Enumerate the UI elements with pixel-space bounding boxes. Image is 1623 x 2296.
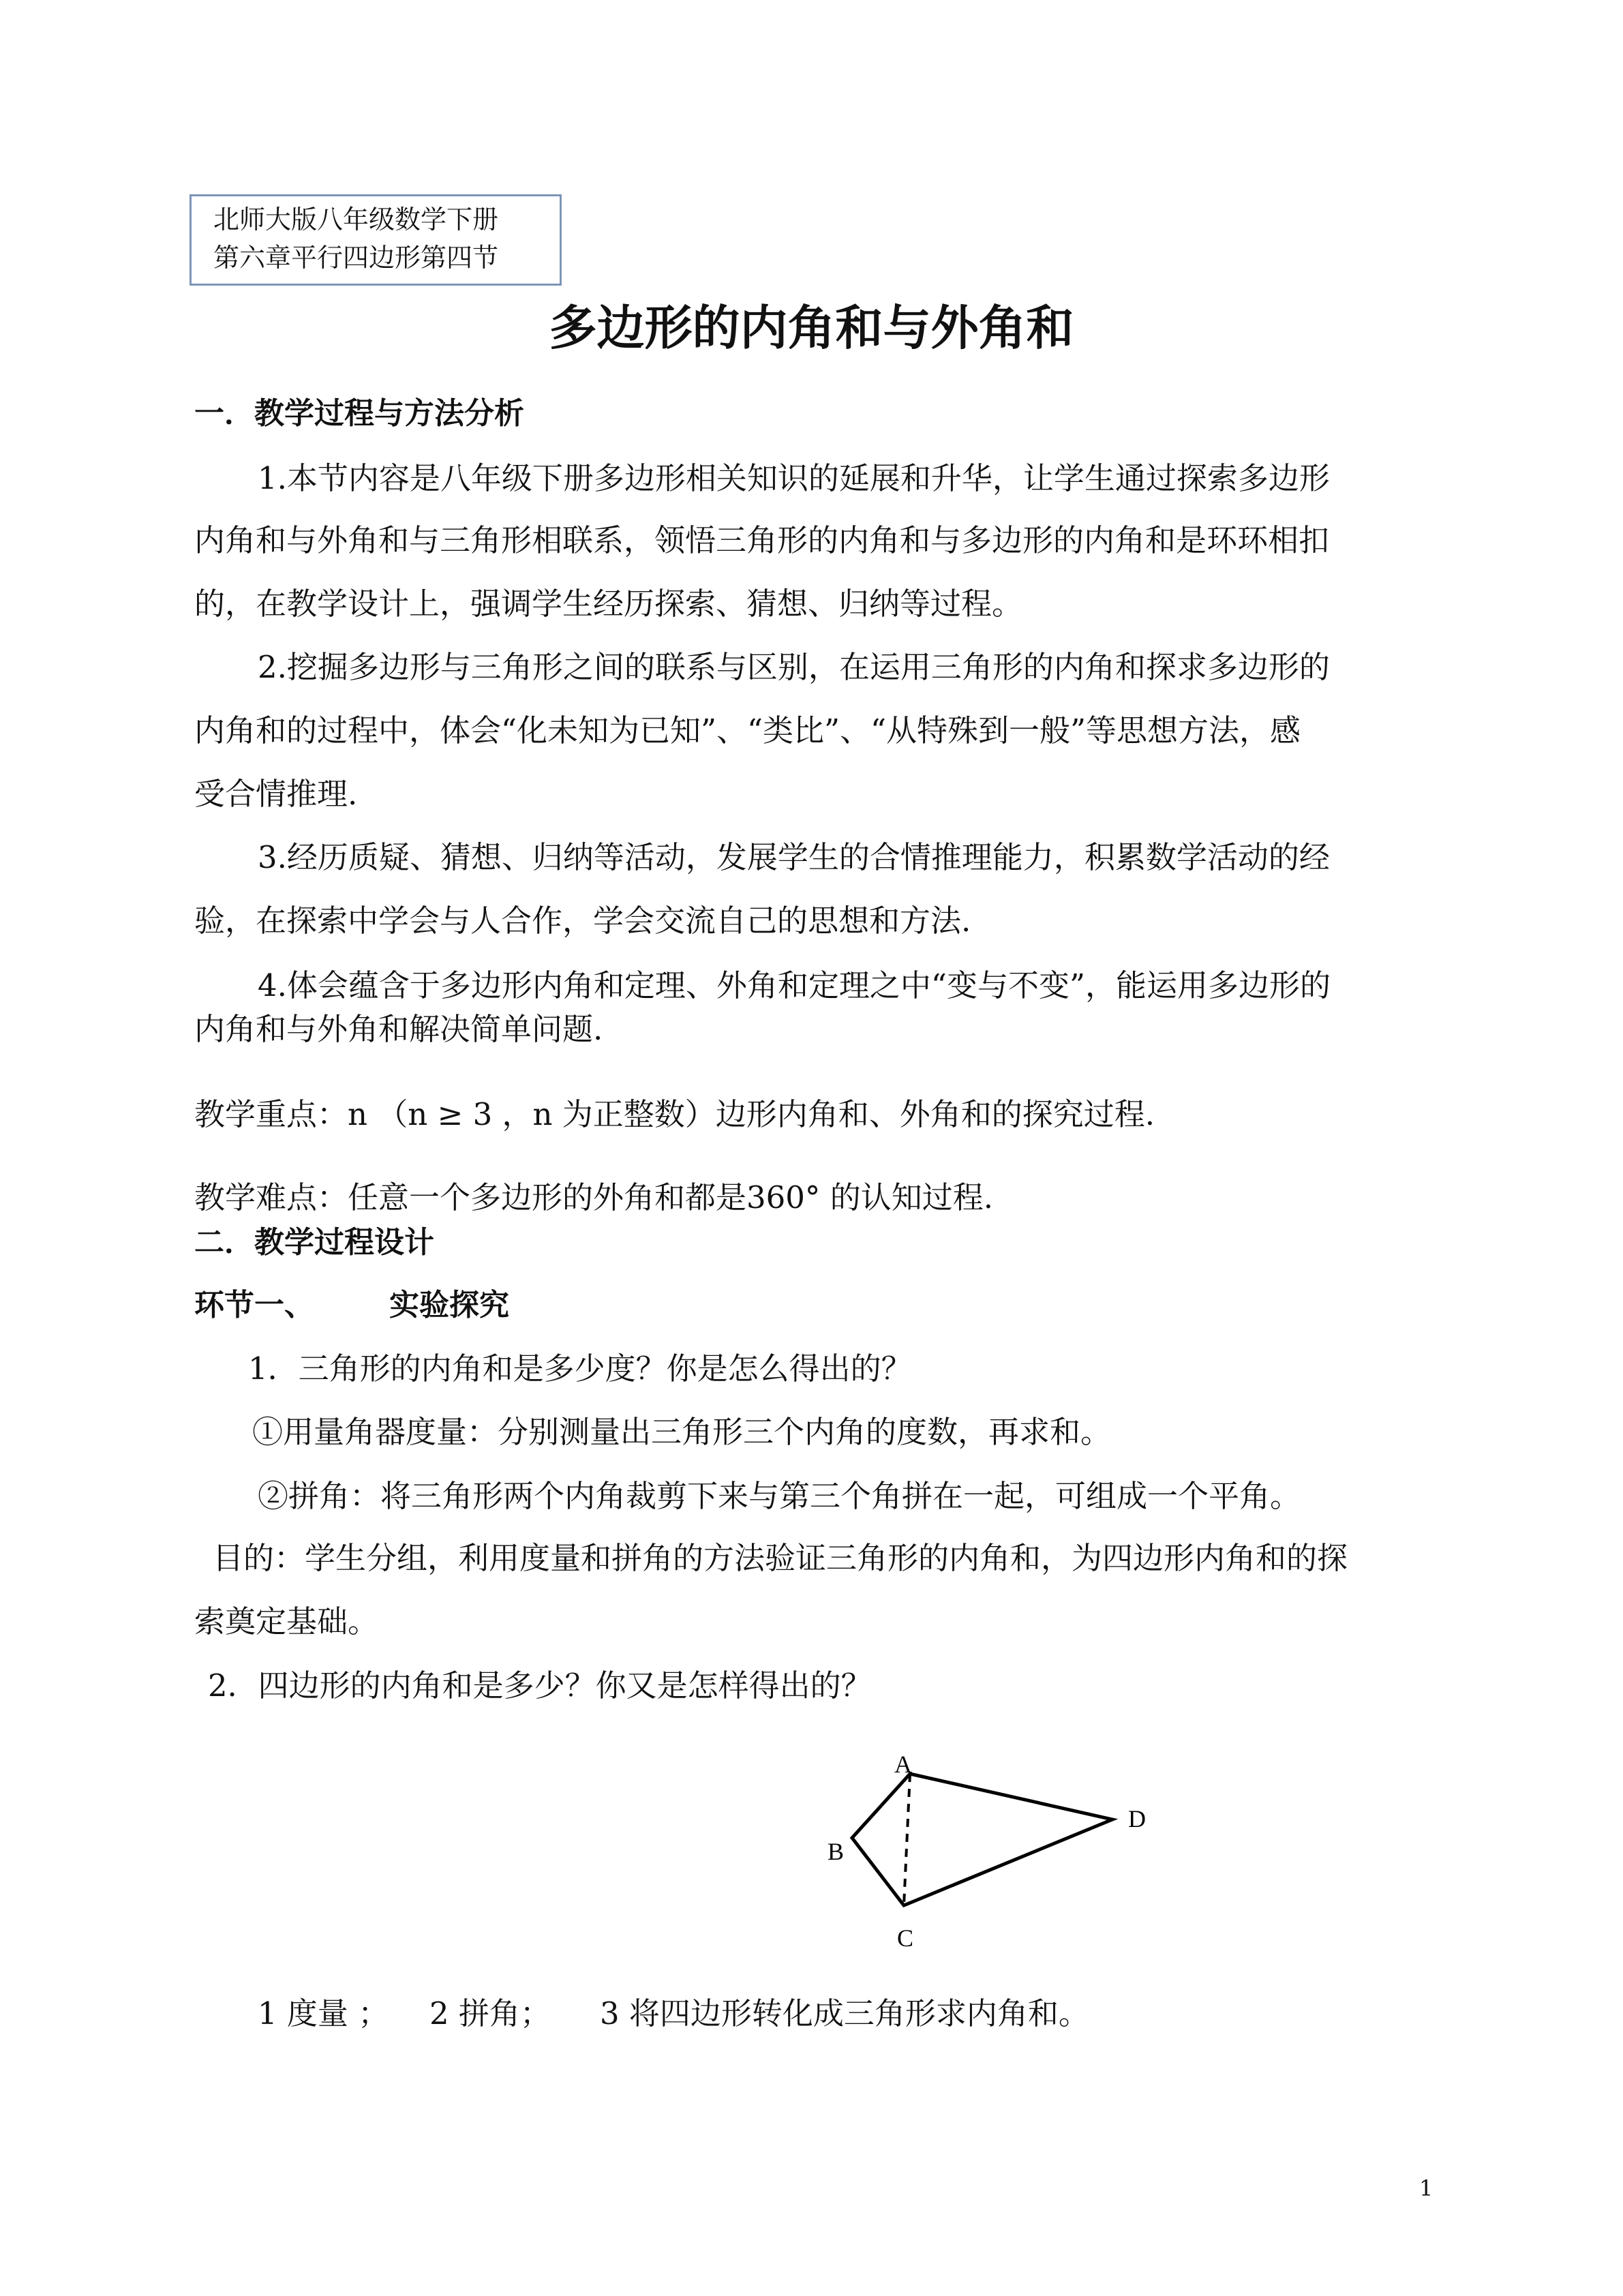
- stage1-name: 实验探究: [389, 1288, 509, 1323]
- p3-line-1: 3.经历质疑、猜想、归纳等活动，发展学生的合情推理能力，积累数学活动的经: [258, 839, 1330, 875]
- header-box-line-1: 北师大版八年级数学下册: [213, 205, 499, 235]
- key-point: 教学重点：n （n ≥ 3 ，n 为正整数）边形内角和、外角和的探究过程.: [194, 1096, 1155, 1132]
- p3-line-2: 验，在探索中学会与人合作，学会交流自己的思想和方法.: [194, 903, 971, 939]
- method-combine-angles: ②拼角：将三角形两个内角裁剪下来与第三个角拼在一起，可组成一个平角。: [258, 1478, 1301, 1514]
- section1-heading: 一．教学过程与方法分析: [194, 396, 524, 431]
- header-box-line-2: 第六章平行四边形第四节: [213, 243, 499, 273]
- method-combine: 2 拼角；: [429, 1995, 551, 2031]
- p2-line-3: 受合情推理.: [194, 776, 358, 812]
- method-measure: 1 度量 ；: [258, 1995, 389, 2031]
- difficulty: 教学难点：任意一个多边形的外角和都是360° 的认知过程.: [194, 1179, 994, 1215]
- section2-heading: 二．教学过程设计: [194, 1225, 434, 1260]
- page-number: 1: [1419, 2175, 1434, 2201]
- method-protractor: ①用量角器度量：分别测量出三角形三个内角的度数，再求和。: [252, 1414, 1112, 1450]
- p1-line-3: 的，在教学设计上，强调学生经历探索、猜想、归纳等过程。: [194, 586, 1023, 622]
- vertex-label-c: C: [897, 1924, 914, 1952]
- quadrilateral-figure: [811, 1738, 1179, 1963]
- header-box: [189, 194, 562, 286]
- method-divide: 3 将四边形转化成三角形求内角和。: [600, 1995, 1089, 2031]
- vertex-label-d: D: [1128, 1805, 1146, 1832]
- p2-line-1: 2.挖掘多边形与三角形之间的联系与区别，在运用三角形的内角和探求多边形的: [258, 649, 1330, 685]
- p1-line-1: 1.本节内容是八年级下册多边形相关知识的延展和升华，让学生通过探索多边形: [258, 460, 1330, 496]
- p1-line-2: 内角和与外角和与三角形相联系，领悟三角形的内角和与多边形的内角和是环环相扣: [194, 522, 1330, 558]
- p4-line-2: 内角和与外角和解决简单问题.: [194, 1011, 603, 1047]
- purpose-line-1: 目的：学生分组，利用度量和拼角的方法验证三角形的内角和，为四边形内角和的探: [213, 1540, 1348, 1576]
- stage1-label: 环节一、: [194, 1288, 314, 1323]
- question-2: 2．四边形的内角和是多少？你又是怎样得出的？: [208, 1667, 872, 1704]
- diagonal-ac: [904, 1774, 910, 1905]
- vertex-label-a: A: [894, 1751, 912, 1778]
- vertex-label-b: B: [828, 1838, 845, 1865]
- purpose-line-2: 索奠定基础。: [194, 1603, 379, 1640]
- page-title: 多边形的内角和与外角和: [549, 300, 1074, 356]
- p2-line-2: 内角和的过程中，体会“化未知为已知”、“类比”、“从特殊到一般”等思想方法，感: [194, 712, 1301, 749]
- p4-line-1: 4.体会蕴含于多边形内角和定理、外角和定理之中“变与不变”，能运用多边形的: [258, 967, 1331, 1003]
- question-1: 1．三角形的内角和是多少度？你是怎么得出的？: [248, 1350, 912, 1387]
- quadrilateral-outline: [852, 1774, 1112, 1905]
